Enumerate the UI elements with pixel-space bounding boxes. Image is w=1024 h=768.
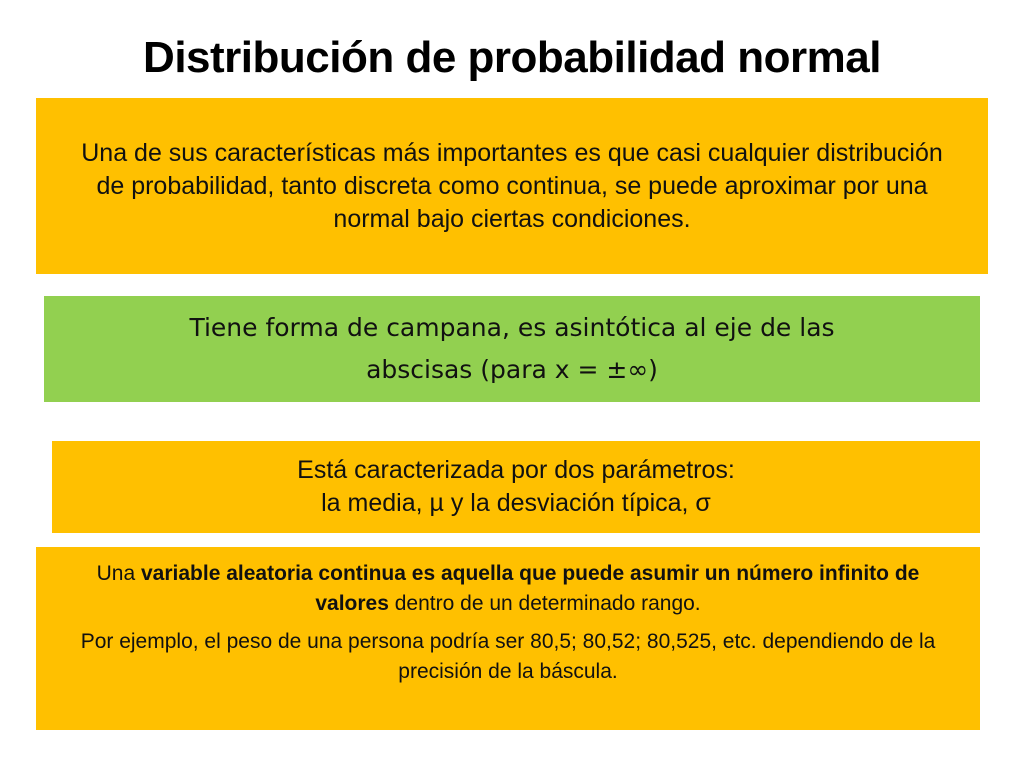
parameters-line-1: Está caracterizada por dos parámetros: xyxy=(297,456,735,484)
characteristics-text: Una de sus características más importantes es que casi cualquier distribución de probabilidad, tanto discreta como continua, se puede aproximar por una normal bajo ciertas condiciones. xyxy=(81,138,943,233)
bell-shape-line-1: Tiene forma de campana, es asintótica al eje de las xyxy=(189,313,835,342)
characteristics-box xyxy=(36,98,988,274)
definition-paragraph xyxy=(66,559,950,619)
continuous-variable-box xyxy=(36,547,980,730)
slide-title: Distribución de probabilidad normal xyxy=(143,33,881,82)
bell-shape-line-2: abscisas (para x = ±∞) xyxy=(366,355,658,384)
example-paragraph: Por ejemplo, el peso de una persona podría ser 80,5; 80,52; 80,525, etc. dependiendo de la precisión de la báscula. xyxy=(80,630,936,683)
definition-suffix: dentro de un determinado rango. xyxy=(388,592,701,615)
definition-prefix: Una xyxy=(96,562,141,585)
definition-bold: variable aleatoria continua es aquella que puede asumir un número infinito de valores xyxy=(141,562,920,615)
parameters-line-2: la media, µ y la desviación típica, σ xyxy=(321,489,711,517)
bell-shape-box xyxy=(44,296,980,402)
parameters-box xyxy=(52,441,980,533)
